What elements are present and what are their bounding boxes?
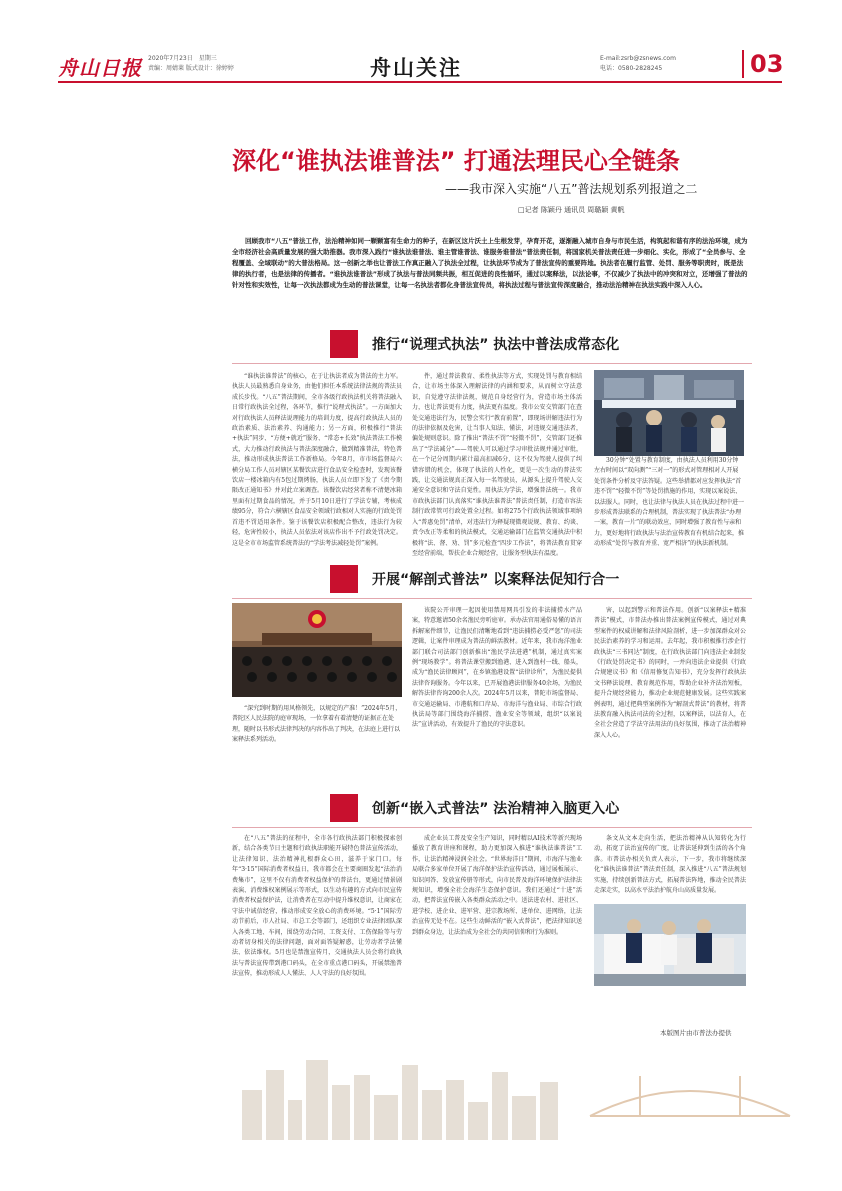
- section-title-3: 创新“嵌入式普法” 法治精神入脑更入心: [372, 801, 620, 817]
- section3-column-1: 在“八五”普法的征程中，全市各行政执法部门积极探索创新，结合各类节日主题和行政执法职能开展特色普法宣传活动，让法律知识、法治精神扎根群众心田，滋养于家门口。每年“3·15”国际消费者权益日，我市都会在主要商圈发起“法治消费集市”，这里不仅有消费者权益保护的普法台，更通过情景剧表演、消费维权案例展示等形式，以生动有趣的方式向市民宣传消费者权益保护法，让消费者在互动中提升维权意识，让商家在守法中诚信经营，推动形成安全放心的消费环境。“5·1”国际劳动节前后，市人社局、市总工会等部门，还组织专业法律团队深入各类工地、车间，围绕劳动合同、工资支付、工伤保险等与劳动者切身相关的法律问题，面对面答疑解惑，让劳动者学法懂法、依法维权。5月也是禁渔宣传月，交通执法人员会将行政执法与普法宣传带到港口码头，在全市重点港口码头，开展禁渔普法宣传，推动形成人人懂法、人人守法的良好氛围。: [232, 835, 402, 978]
- issue-date: 2020年7月23日 星期三: [148, 55, 217, 62]
- section-header-3: [330, 794, 750, 828]
- section-rule-3: [232, 827, 752, 828]
- article-headline: 深化“谁执法谁普法” 打通法理民心全链条: [232, 147, 680, 175]
- section2-photo-caption: “深究到时期的用风格领先，以规定的产准！”2024年5月，普陀区人民法院的庭审现场，一位拿着有着清楚的证据正在处理，随时以书形式法律判决的内容作出了判决，在法庭上进行以案释法系列活动。: [232, 705, 402, 744]
- section1-photo-caption: 30分钟“处置与教育制度，由执法人员利用30分钟左右时间以“双向测”“三对一”的形式对管理相对人开展处罚条件分析及守法答疑。这些举措都对应发挥执法“首违不罚”“轻微不罚”等处罚措施的作用，实现以案说法、以法服人。同时，也让法律与执法人员在执法过程中进一步形成普法联系的合理机制，普法实现了执法普法“办理一案，教育一片”的联动效应，同时增强了教育性与亲和力，更好地将行政执法与法治宣传教育有机结合起来，推动形成“处罚与教育并重、宽严相济”的执法新机制。: [594, 457, 745, 548]
- contact-phone: 电话：0580-2828245: [600, 65, 663, 72]
- section3-photo: [594, 904, 746, 986]
- section-title: 舟山关注: [370, 55, 462, 80]
- section3-column-3: 条文从文本走向生活，把法治精神从认知转化为行动，拓宽了法治宣传的广度，让普法延伸到生活的各个角落。市普法办相关负责人表示，下一步，我市将继续深化“谁执法谁普法”普法责任制，深入推进“八五”普法规划实施，持续创新普法方式，拓展普法阵地，推动全民普法走深走实，以高水平法治护航舟山高质量发展。: [594, 835, 746, 895]
- section-rule-1: [232, 363, 752, 364]
- section-title-2: 开展“解剖式普法” 以案释法促知行合一: [372, 572, 620, 588]
- masthead-divider: [58, 81, 782, 83]
- article-subhead: ——我市深入实施“八五”普法规划系列报道之二: [445, 182, 698, 196]
- article-intro: 回顾我市“八五”普法工作，法治精神如同一颗颗富有生命力的种子，在新区这片沃土上生根发芽，孕育开花，逐渐融入城市自身与市民生活，构筑起和谐有序的法治环境，成为全市经济社会高质量发展的强大助推器。我市深入践行“谁执法谁普法、谁主管谁普法、谁服务谁普法”普法责任制，将国家机关普法责任进一步细化、实化，形成了“全员参与、全程覆盖、全域联动”的大普法格局。这一创新之举也让普法工作真正融入了执法全过程，让执法环节成为了普法宣传的重要阵地。执法者在履行监管、处罚、服务等职责时，既是法律的执行者，也是法律的传播者。“谁执法谁普法”形成了执法与普法同频共振，相互促进的良性循环，通过以案释法，以法论事，不仅减少了执法中的冲突和对立，还增强了普法的针对性和实效性，让每一次执法都成为生动的普法课堂，让每一名执法者都化身普法宣传员，将执法过程与普法宣传深度融合，推动法治精神在执法实践中深入人心。: [232, 237, 748, 289]
- article-byline: □记者 陈颖丹 通讯员 周璐颖 黄帆: [518, 206, 625, 214]
- section2-column-2: 该院公开审理一起因使用禁用网具引发的非法捕捞水产品案，特意邀请50余名渔民旁听庭审。承办法官用通俗易懂的语言拆解案件细节，让渔民们清晰地看到“违法捕捞必受严惩”的司法逻辑，让案件审理成为普法的鲜活教材。近年来，我市海洋渔业部门联合司法部门创新推出“渔民学法进港”机制，通过真实案例“现场教学”。将普法课堂搬到渔港、进入到渔村一线、船头，成为“渔民法律顾问”，在乡镇渔港设置“法律诊所”，为渔民提供法律咨询服务。今年以来，已开展渔港法律服务40余场，为渔民解答法律咨询200余人次。2024年5月以来，普陀市场监督局、市交通运输局、市港航和口岸局、市海洋与渔业局、市综合行政执法局等部门围绕海洋捕捞、渔业安全等领域，组织“以案说法”宣讲活动，有效提升了渔民的守法意识。: [412, 607, 582, 729]
- photo-credit: 本版图片由市普法办提供: [660, 1029, 732, 1037]
- section-header-2: [330, 565, 750, 599]
- section-title-1: 推行“说理式执法” 执法中普法成常态化: [372, 337, 620, 353]
- newspaper-logo: 舟山日报: [58, 56, 142, 80]
- bridge-illustration: [590, 1036, 790, 1136]
- section-header-1: [330, 330, 750, 364]
- section1-column-1: “谁执法谁普法”的核心，在于让执法者成为普法的主力军。执法人员最熟悉自身业务，由他们担任本系统法律法规的普法员成长步伐。“八五”普法期间，全市各级行政执法机关将普法融入日常行政执法全过程，各环节，推行“说理式执法”。一方面加大对行政执法人员释法说理能力的培训力度，提高行政执法人员的政治素质、法治素养、沟通能力；另一方面，积极推行“普法+执法”同步、“方便+就近”服务、“常态+长效”执法普法工作模式，大力推动行政执法与普法深度融合，做到精准普法，特色普法，推动形成执法普法工作新格局。今年8月，市市场监督局六横分局工作人员对辖区某餐饮店进行食品安全检查时，发现该餐饮店一楼冰箱内有5包过期烤肠，执法人员立即下发了《责令期限改正通知书》并对此立案调查。该餐饮店经营者称不清楚冰箱里面有过期食品的情况，并于5月10日进行了学法专辅，考核成绩95分，符合六横辖区食品安全领域行政相对人实施的行政处罚首违不罚适用条件。鉴于该餐饮店积极配合整改，违法行为较轻，危害性较小，执法人员依法对该店作出不予行政处罚决定。这是全市市场监管系统普法的“学法考法减轻处罚”案例。: [232, 373, 402, 547]
- issue-info: [148, 54, 234, 74]
- section-marker-icon: [330, 565, 358, 593]
- page-number: 03: [742, 50, 783, 78]
- section2-photo-courtroom: [232, 603, 402, 697]
- skyline-illustration: [232, 1030, 582, 1140]
- section-rule-2: [232, 598, 752, 599]
- section2-column-3: 害，以起到警示和普法作用。创新“以案释法+精准普法”模式，市普法办推出普法案例宣传模式，通过对典型案件的权威讲解和法律风险剖析，进一步加深群众对公民法治素养的学习和运用。去年起，我市积极推行涉企行政执法“三书同达”制度，在行政执法部门向违法企业制发《行政处罚决定书》的同时，一并向违法企业提供《行政合规建议书》和《信用修复告知书》，充分发挥行政执法文书释法说理、教育规范作用，帮助企业补齐法治短板，提升合规经营能力，推动企业规范健康发展。这些实践案例表明，通过把典型案例作为“解剖式普法”的教材，将普法教育融入执法司法的全过程，以案释法，以法育人，在全社会营造了学法守法用法的良好氛围，推动了法治精神深入人心。: [594, 607, 746, 739]
- contact-email: E-mail:zsrb@zsnews.com: [600, 55, 676, 62]
- issue-editors: 责编：周婧莱 版式设计：徐婷婷: [148, 65, 234, 72]
- section1-photo: [594, 370, 744, 456]
- section3-column-2: 成企业员工普及安全生产知识，同时精以AI技术等新兴现场播放了教育讲座和课程，助力更加深入推进“谁执法谁普法”工作，让法治精神浸润全社会。“世界海洋日”期间，市海洋与渔业局联合多家单位开展了海洋保护法治宣传活动，通过展板展示、知识问答、发放宣传册等形式，向市民普及海洋环境保护法律法规知识，增强全社会海洋生态保护意识。我们还通过“十进”活动，把普法宣传嵌入各类群众活动之中。送法进农村、进社区、进学校、进企业、进军营、进宗教场所、进单位、进网络，让法治宣传无处不在。这些生动鲜活的“嵌入式普法”，把法律知识送到群众身边，让法治成为全社会的共同信仰和行为准则。: [412, 835, 582, 936]
- section-marker-icon: [330, 330, 358, 358]
- contact-info: [600, 54, 676, 74]
- section-marker-icon: [330, 794, 358, 822]
- section1-column-2: 件，通过普法教育、柔性执法等方式，实现处罚与教育相结合，让市场主体深入理解法律的内涵和要求，从而树立守法意识，自觉遵守法律法规，规范自身经营行为，营造市场主体活力，也让普法更有力度，执法更有温度。我市公安交管部门在查处交通违法行为，民警会实行“教育前置”，即现场讲解违法行为的法律依据及危害，让当事人知法、懂法，对违规交通违法者，偏处规则意识。除了推出“普法不罚”“轻微不罚”，交管部门还推出了“学法减分”——驾驶人可以通过学习审批法规并通过审批，在一个记分周期内累计最高扣减6分，这不仅为驾驶人提供了纠错容错的机会，体现了执法的人性化，更是一次生动的普法实践，让交通法规真正深入每一名驾驶员，从源头上提升驾驶人交通安全意识和守法自觉性。用执法为学法，增强普法统一。我市市政执法部门认真落实“谁执法谁普法”普法责任制，打造市容法制行政常管可行政处置全过程。如将275个行政执法领域事项纳入“普惠免罚”清单，对违法行为释疑现微观说规、教育、约谈、责令改正等柔和的执法模式，交通运输部门在监管交通执法中积极将“法、督、劝、罚”多元检查“四步工作法”，将普法教育贯穿至经营前端，帮扶企业合规经营，让服务型执法有温度。: [412, 373, 582, 557]
